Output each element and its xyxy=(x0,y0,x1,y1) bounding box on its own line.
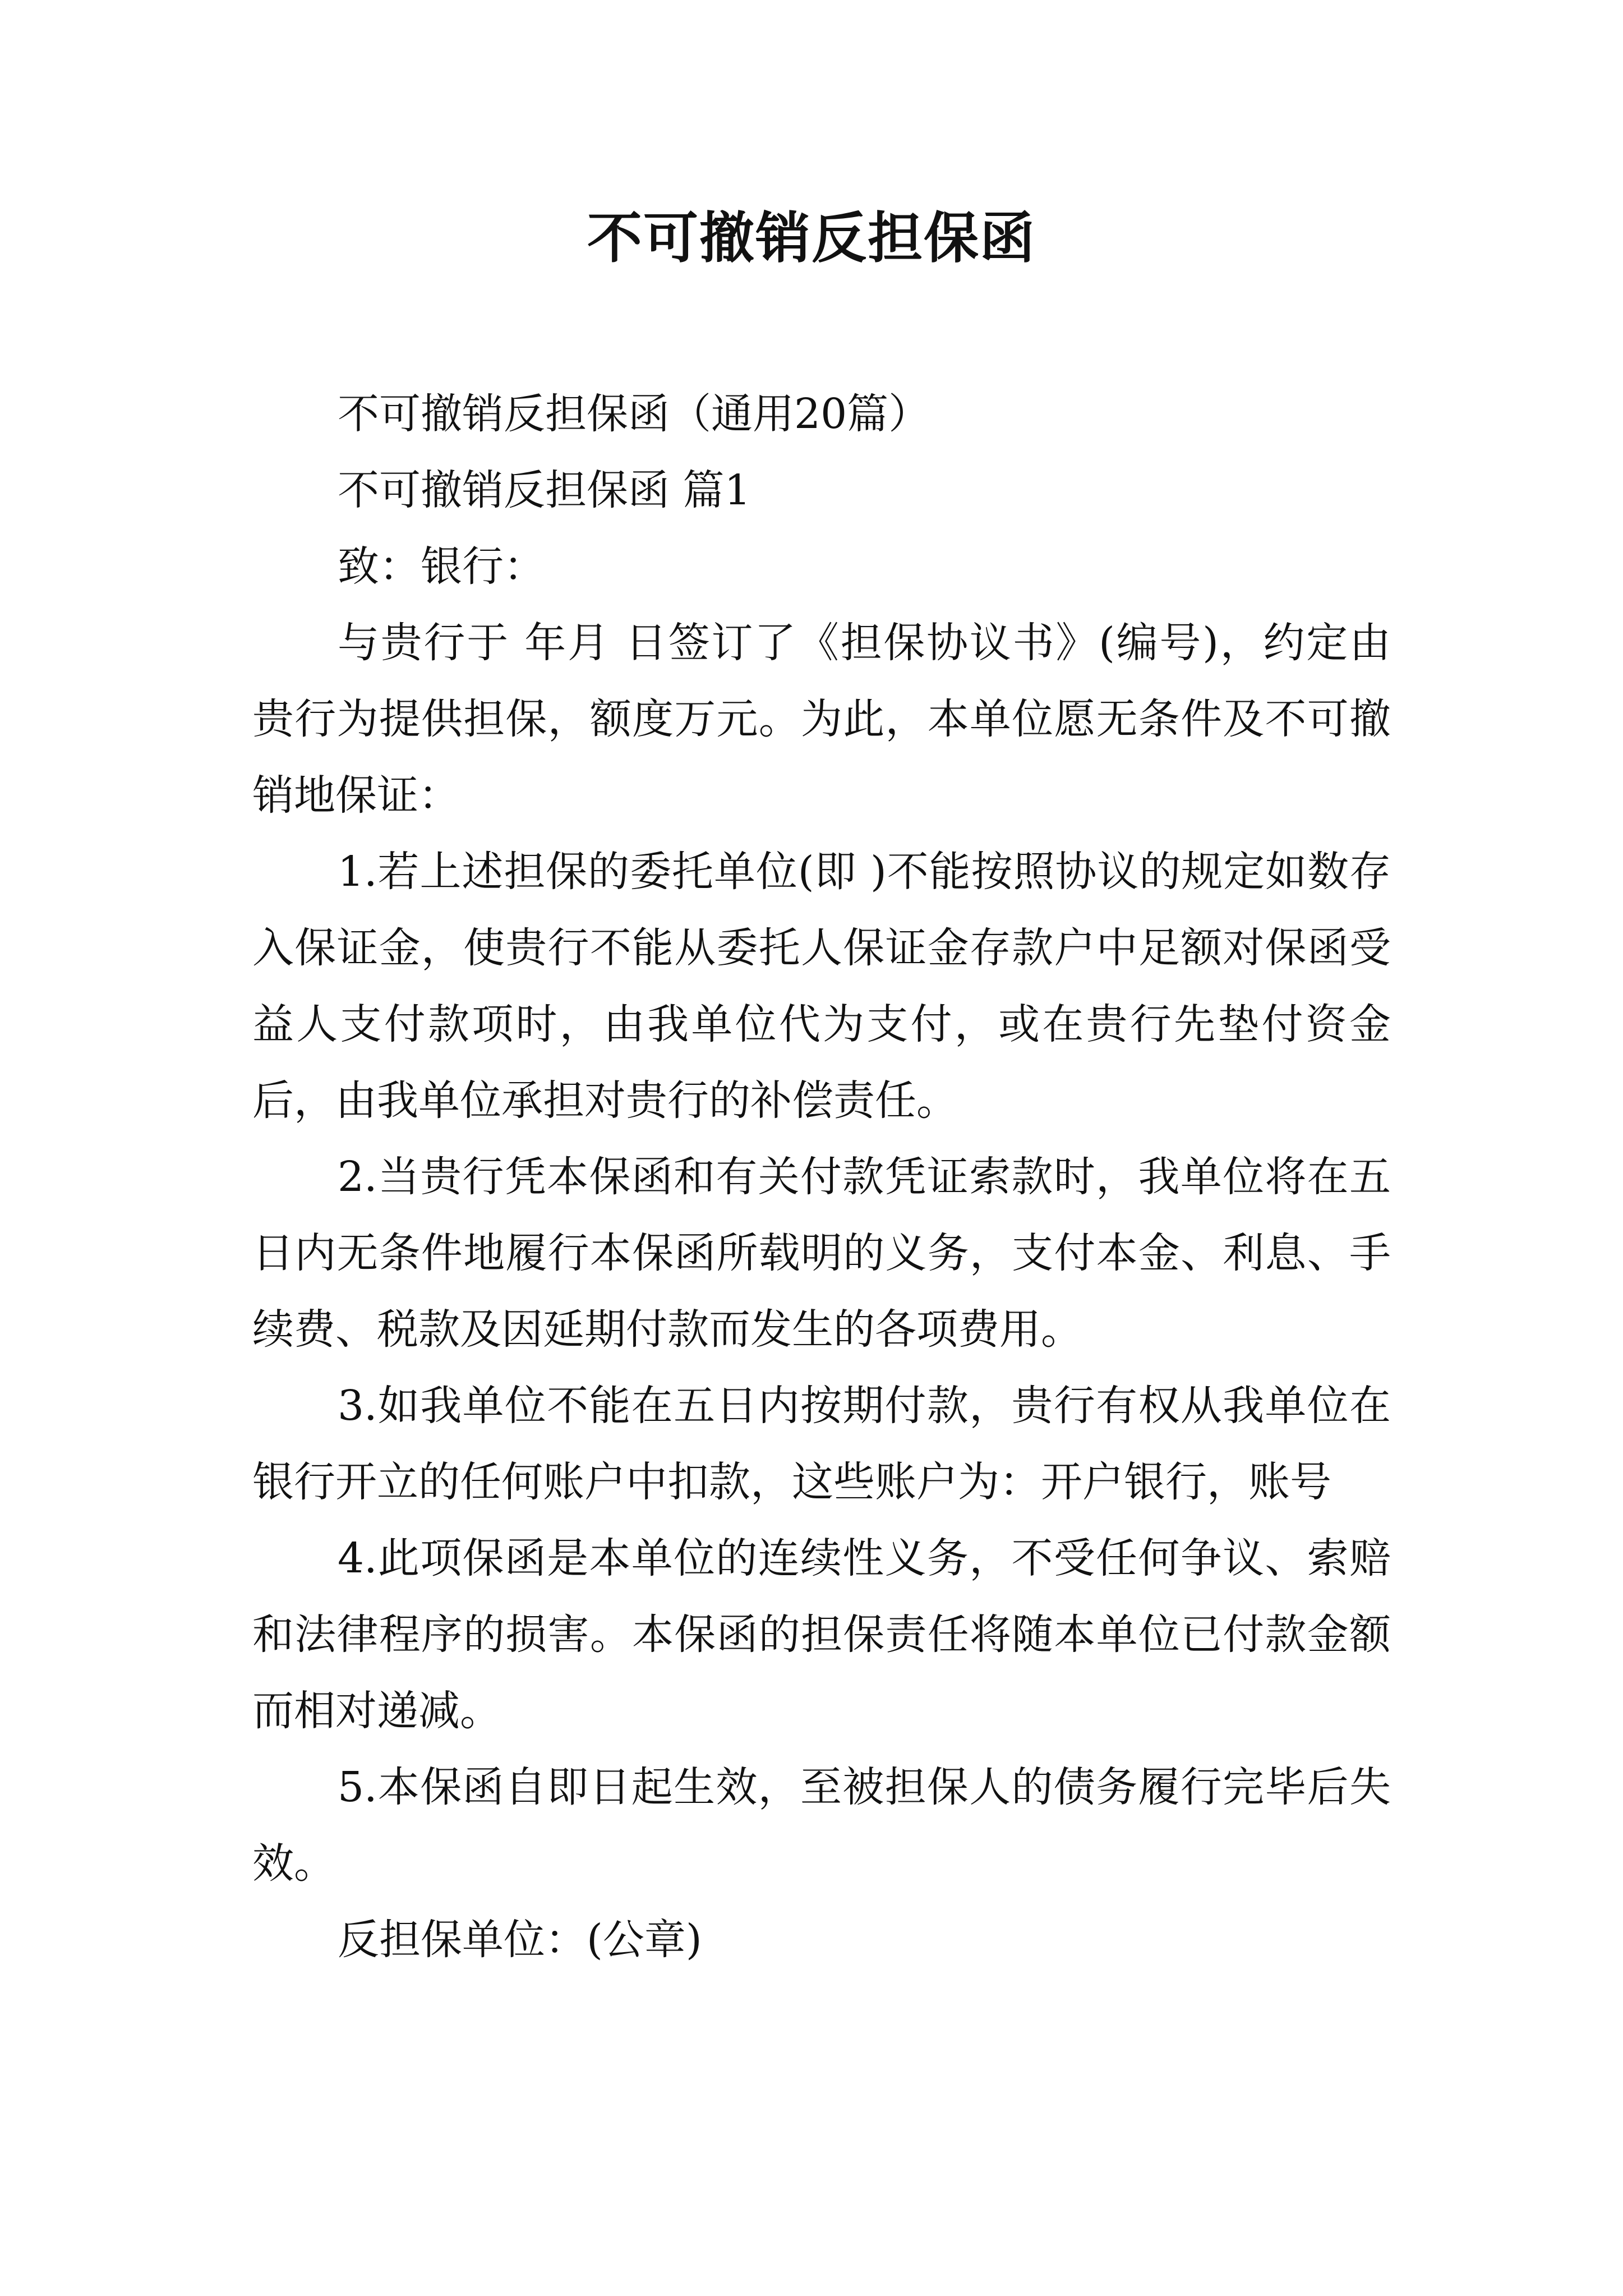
salutation: 致：银行： xyxy=(338,542,545,591)
document-body xyxy=(252,376,1391,1978)
subtitle: 不可撤销反担保函（通用20篇） xyxy=(338,390,930,438)
clause-4: 4.此项保函是本单位的连续性义务，不受任何争议、索赔和法律程序的损害。本保函的担保责任将随本单位已付款金额而相对递减。 xyxy=(252,1534,1391,1735)
signature-line: 反担保单位：(公章) xyxy=(338,1916,702,1964)
clause-5: 5.本保函自即日起生效，至被担保人的债务履行完毕后失效。 xyxy=(252,1763,1391,1888)
section-heading: 不可撤销反担保函 篇1 xyxy=(338,466,751,514)
intro-paragraph: 与贵行于 年月 日签订了《担保协议书》(编号)，约定由贵行为提供担保，额度万元。为此，本单位愿无条件及不可撤销地保证： xyxy=(252,619,1391,820)
clause-2: 2.当贵行凭本保函和有关付款凭证索款时，我单位将在五日内无条件地履行本保函所载明的义务，支付本金、利息、手续费、税款及因延期付款而发生的各项费用。 xyxy=(252,1153,1391,1354)
clause-1: 1.若上述担保的委托单位(即 )不能按照协议的规定如数存入保证金，使贵行不能从委托人保证金存款户中足额对保函受益人支付款项时，由我单位代为支付，或在贵行先垫付资金后，由我单位承担对贵行的补偿责任。 xyxy=(252,848,1391,1125)
document-title: 不可撤销反担保函 xyxy=(587,206,1036,270)
clause-3: 3.如我单位不能在五日内按期付款，贵行有权从我单位在银行开立的任何账户中扣款，这些账户为：开户银行，账号 xyxy=(252,1382,1391,1506)
